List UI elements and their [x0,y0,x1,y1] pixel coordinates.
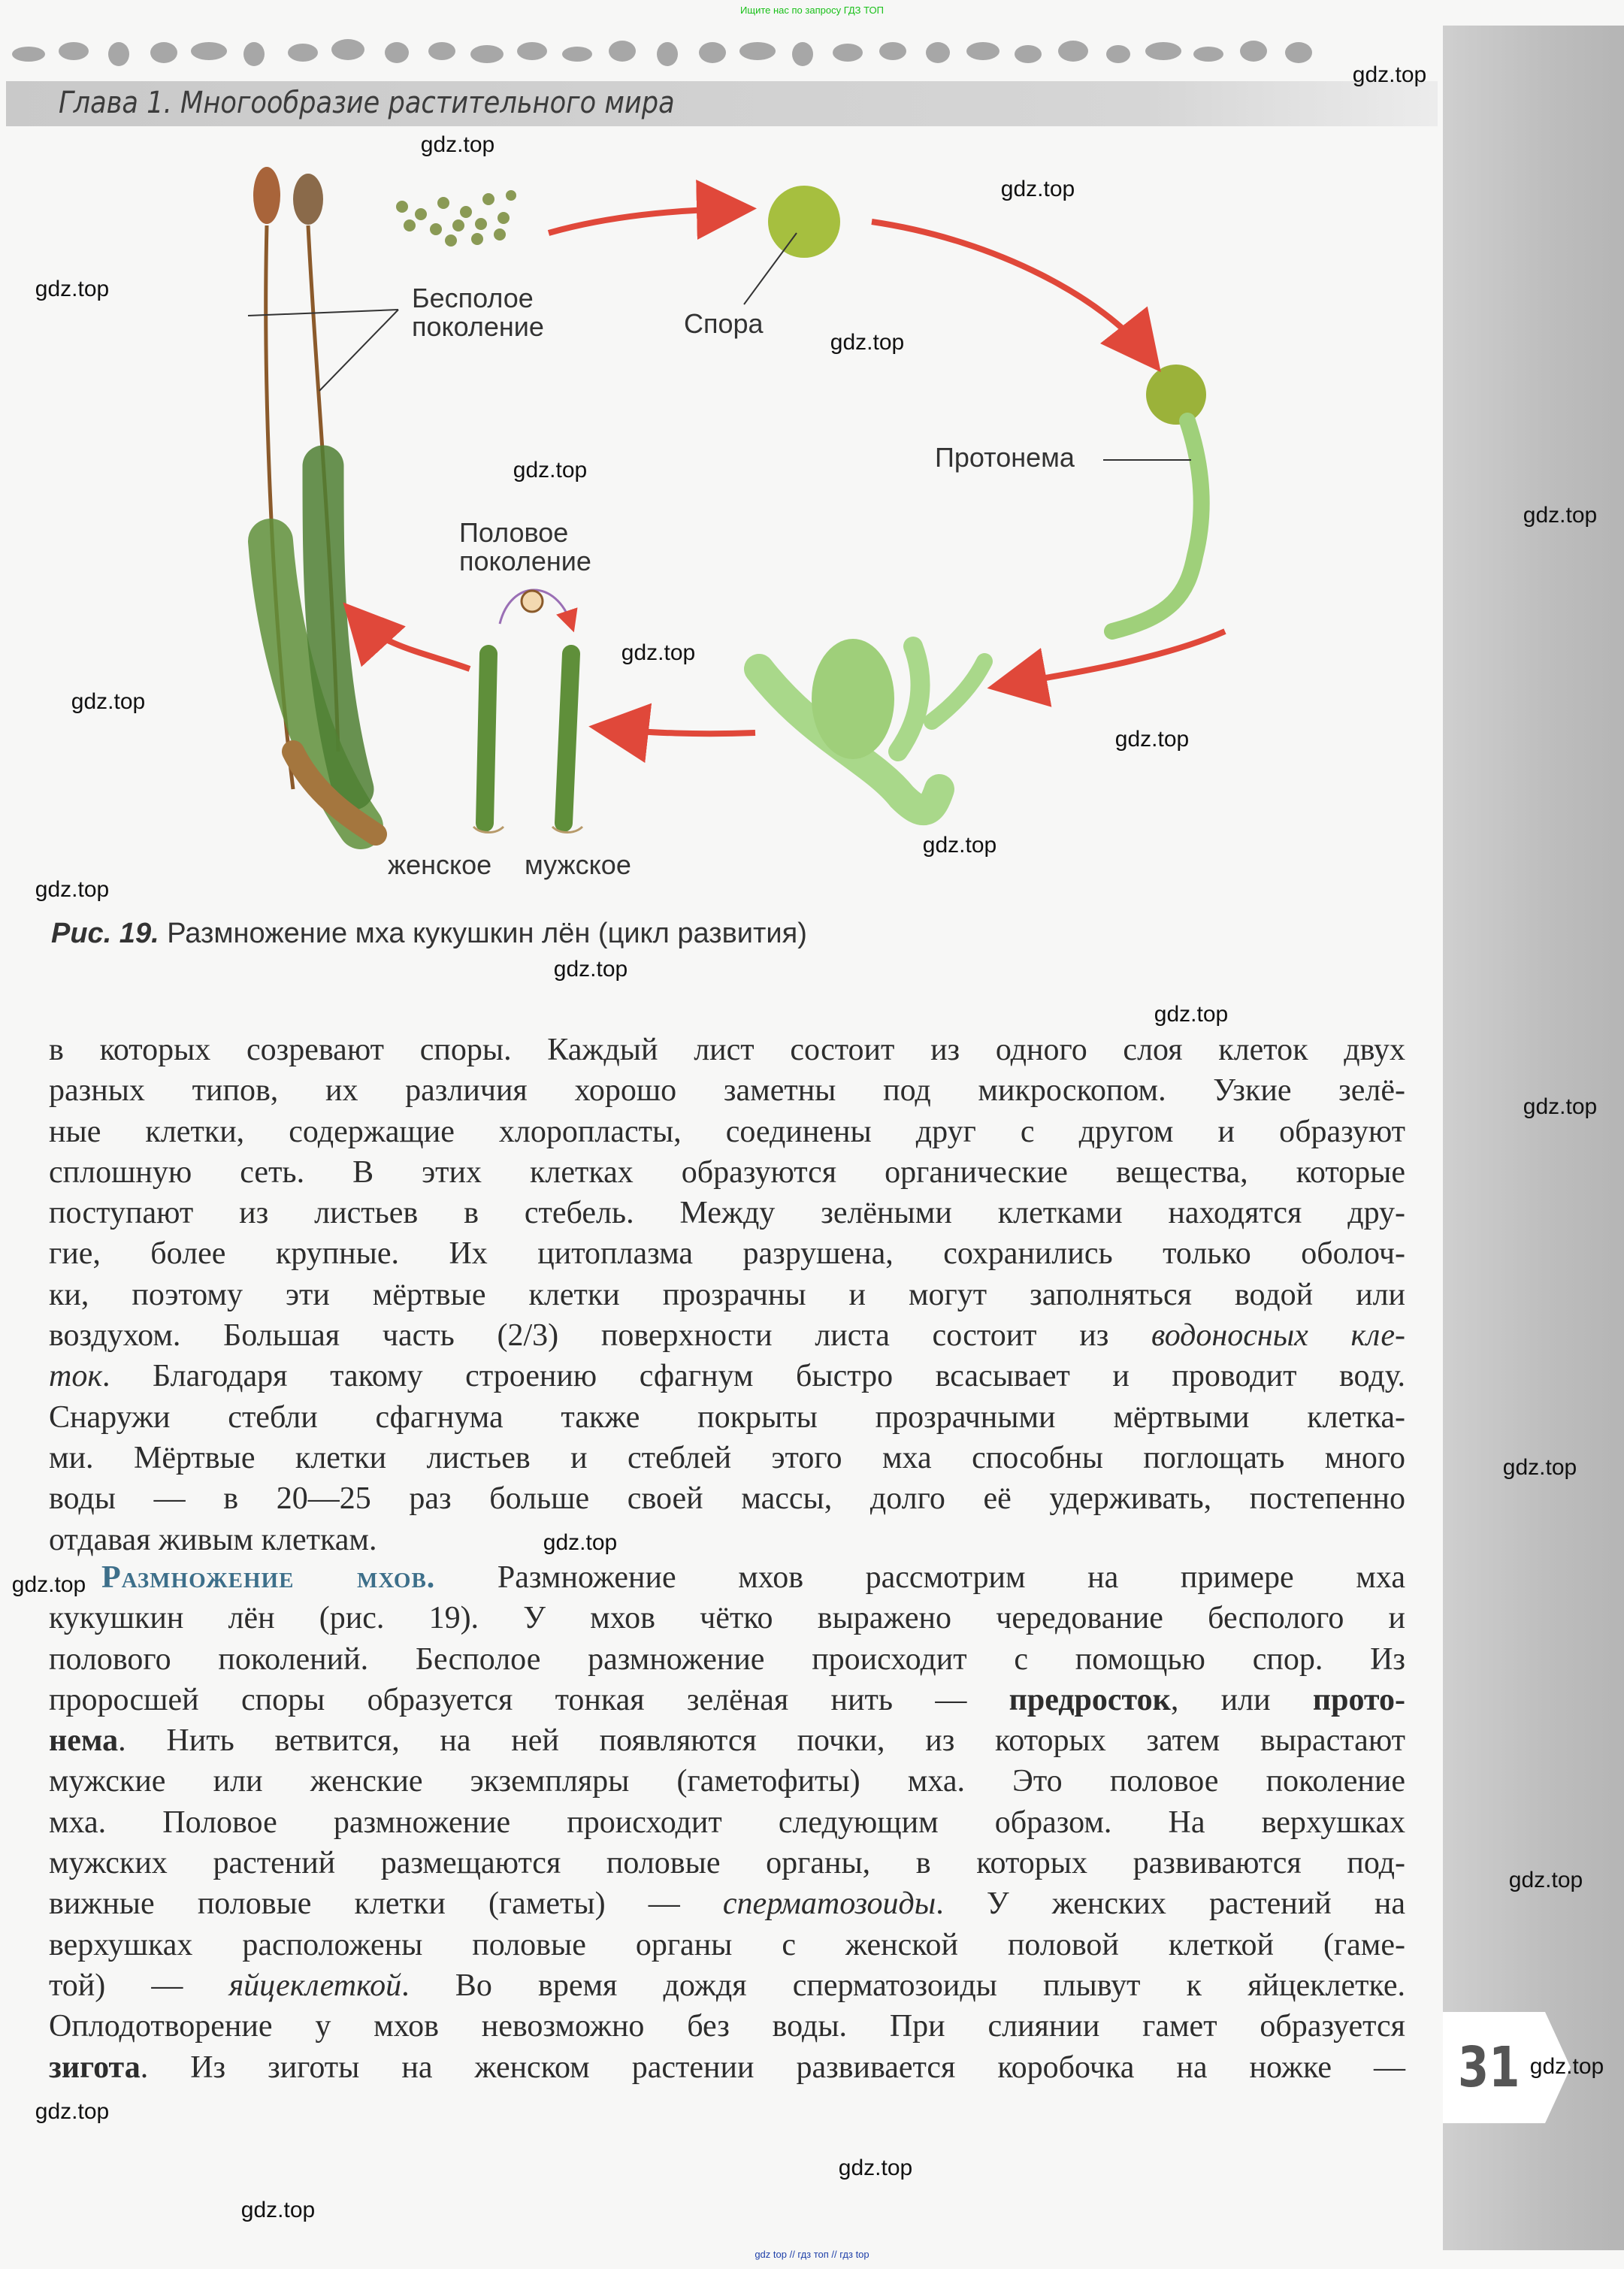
text-segment: поступают из листьев в стебель. Между зелёными клетками находятся дру- [49,1196,1405,1231]
text-segment: гие, более крупные. Их цитоплазма разрушена, сохранились только оболоч- [49,1236,1405,1272]
text-line [49,1193,1405,1233]
text-segment: Снаружи стебли сфагнума также покрыты прозрачными мёртвыми клетка- [49,1399,1405,1435]
paragraph-sphagnum [49,1030,1405,1560]
watermark-text: gdz.top [1529,2054,1604,2079]
text-segment: Размножение мхов рассмотрим на примере мха [435,1560,1405,1595]
figure-caption-text: Размножение мха кукушкин лён (цикл развития) [159,918,807,949]
text-segment: ) поверхности листа состоит из [548,1318,1152,1354]
text-line [49,2006,1405,2047]
text-line [49,1598,1405,1638]
top-note: Ищите нас по запросу ГДЗ ТОП [740,5,884,16]
text-segment: нема [49,1723,119,1759]
animal-silhouettes-decoration [6,29,1329,71]
text-line [49,1965,1405,2006]
watermark-text: gdz.top [1154,1002,1229,1027]
text-segment: отдавая живым клеткам. [49,1522,377,1557]
text-segment: мужские или женские экземпляры (гаметофиты) мха. Это половое поколение [49,1764,1405,1799]
protonema [1112,421,1202,631]
label-protonema: Протонема [935,442,1075,473]
text-line [49,1438,1405,1478]
watermark-text: gdz.top [553,957,628,982]
watermark-text: gdz.top [35,877,110,902]
chapter-title: Глава 1. Многообразие растительного мира [59,86,675,120]
text-segment: сперматозоиды [722,1886,936,1922]
label-asexual-line2: поколение [412,311,544,342]
text-segment: . Благодаря такому строению сфагнум быстро всасывает и проводит воду. [101,1359,1405,1394]
fraction: 2/3 [507,1318,549,1354]
watermark-text: gdz.top [1523,503,1598,528]
text-segment: верхушках расположены половые органы с женской половой клеткой (гаме- [49,1927,1405,1962]
page-side-strip [1443,26,1624,2250]
text-segment: ми. Мёртвые клетки листьев и стеблей этого мха способны поглощать много [49,1440,1405,1475]
figure-number: Рис. 19. [51,918,159,949]
label-sexual-generation [459,519,591,576]
text-line [49,1883,1405,1924]
text-line [49,1761,1405,1802]
page-number: 31 [1458,2035,1520,2100]
text-segment: . Во время дождя сперматозоиды плывут к яйцеклетке. [401,1968,1405,2003]
label-sexual-line2: поколение [459,546,591,576]
label-male: мужское [525,849,631,880]
text-line [49,1680,1405,1720]
text-line [49,2047,1405,2088]
text-line [49,1233,1405,1274]
text-line [49,1152,1405,1193]
watermark-text: gdz.top [1508,1868,1583,1892]
male-gametophyte [552,654,582,833]
text-segment: . У женских растений на [936,1886,1405,1922]
text-segment: Оплодотворение у мхов невозможно без воды. При слиянии гамет образуется [49,2009,1405,2044]
text-line [49,1639,1405,1680]
watermark-text: gdz.top [621,640,696,665]
text-segment: прото- [1312,1682,1405,1717]
text-line [49,1275,1405,1315]
label-asexual-generation [412,284,544,341]
watermark-text: gdz.top [1114,727,1190,752]
chapter-header [6,81,1438,126]
female-gametophyte [473,654,504,833]
label-asexual-line1: Бесполое [412,283,534,313]
text-line [49,1720,1405,1761]
text-line [49,1315,1405,1356]
text-segment: воды — в 20—25 раз больше своей массы, долго её удерживать, постепенно [49,1481,1405,1517]
spore [768,186,840,258]
text-segment: предросток [1009,1682,1171,1717]
text-segment: проросшей споры образуется тонкая зелёная нить — [49,1682,1009,1717]
figure-caption [51,918,807,948]
text-segment: мужских растений размещаются половые органы, в которых развиваются под- [49,1846,1405,1881]
watermark-text: gdz.top [1000,177,1075,201]
watermark-text: gdz.top [35,277,110,301]
text-segment: яйцеклеткой [228,1968,402,2003]
text-segment: водоносных кле- [1151,1318,1405,1354]
watermark-text: gdz.top [71,689,146,714]
text-segment: зигота [49,2050,141,2085]
text-segment: вижные половые клетки (гаметы) — [49,1886,723,1922]
watermark-text: gdz.top [35,2099,110,2124]
watermark-text: gdz.top [830,330,905,355]
text-line [49,1030,1405,1070]
text-segment: ток [49,1359,102,1394]
text-segment: . Нить ветвится, на ней появляются почки, из которых затем вырастают [118,1723,1405,1759]
text-segment: . Из зиготы на женском растении развивается коробочка на ножке — [140,2050,1405,2085]
watermark-text: gdz.top [1352,62,1427,87]
text-line [49,1557,1405,1598]
text-segment: ки, поэтому эти мёртвые клетки прозрачны и могут заполняться водой или [49,1277,1405,1312]
text-line [49,1520,1405,1560]
life-cycle-illustration [0,128,1435,909]
text-line [49,1397,1405,1438]
paragraph-moss-reproduction [49,1557,1405,2088]
watermark-text: gdz.top [1502,1455,1577,1480]
text-segment: сплошную сеть. В этих клетках образуются органические вещества, которые [49,1154,1405,1190]
text-segment: разных типов, их различия хорошо заметны под микроскопом. Узкие зелё- [49,1073,1405,1109]
text-line [49,1070,1405,1111]
watermark-text: gdz.top [11,1572,86,1597]
text-line [49,1112,1405,1152]
watermark-text: gdz.top [240,2198,316,2222]
text-segment: мха. Половое размножение происходит следующим образом. На верхушках [49,1805,1405,1840]
label-female: женское [388,849,492,880]
text-segment: той) — [49,1968,229,2003]
text-line [49,1356,1405,1396]
bottom-note: gdz top // гдз топ // гдз top [755,2249,869,2260]
watermark-text: gdz.top [420,132,495,157]
watermark-text: gdz.top [922,833,997,858]
section-heading: Размножение мхов. [101,1560,436,1595]
text-segment: кукушкин лён (рис. 19). У мхов чётко выражено чередование бесполого и [49,1601,1405,1636]
label-sexual-line1: Половое [459,517,569,548]
text-segment: воздухом. Большая часть ( [49,1318,508,1354]
text-segment: ные клетки, содержащие хлоропласты, соединены друг с другом и образуют [49,1114,1405,1149]
moss-life-cycle-figure [0,128,1435,909]
watermark-text: gdz.top [838,2156,913,2180]
watermark-text: gdz.top [513,458,588,483]
text-segment: , или [1170,1682,1313,1717]
adult-moss-plant [253,167,376,834]
watermark-text: gdz.top [1523,1094,1598,1119]
watermark-text: gdz.top [543,1530,618,1555]
text-segment: в которых созревают споры. Каждый лист состоит из одного слоя клеток двух [49,1033,1405,1067]
text-segment: полового поколений. Бесполое размножение происходит с помощью спор. Из [49,1641,1405,1677]
text-line [49,1843,1405,1883]
spores-cluster [396,190,516,247]
label-spore: Спора [684,308,764,339]
text-line [49,1478,1405,1519]
text-line [49,1925,1405,1965]
text-line [49,1802,1405,1843]
